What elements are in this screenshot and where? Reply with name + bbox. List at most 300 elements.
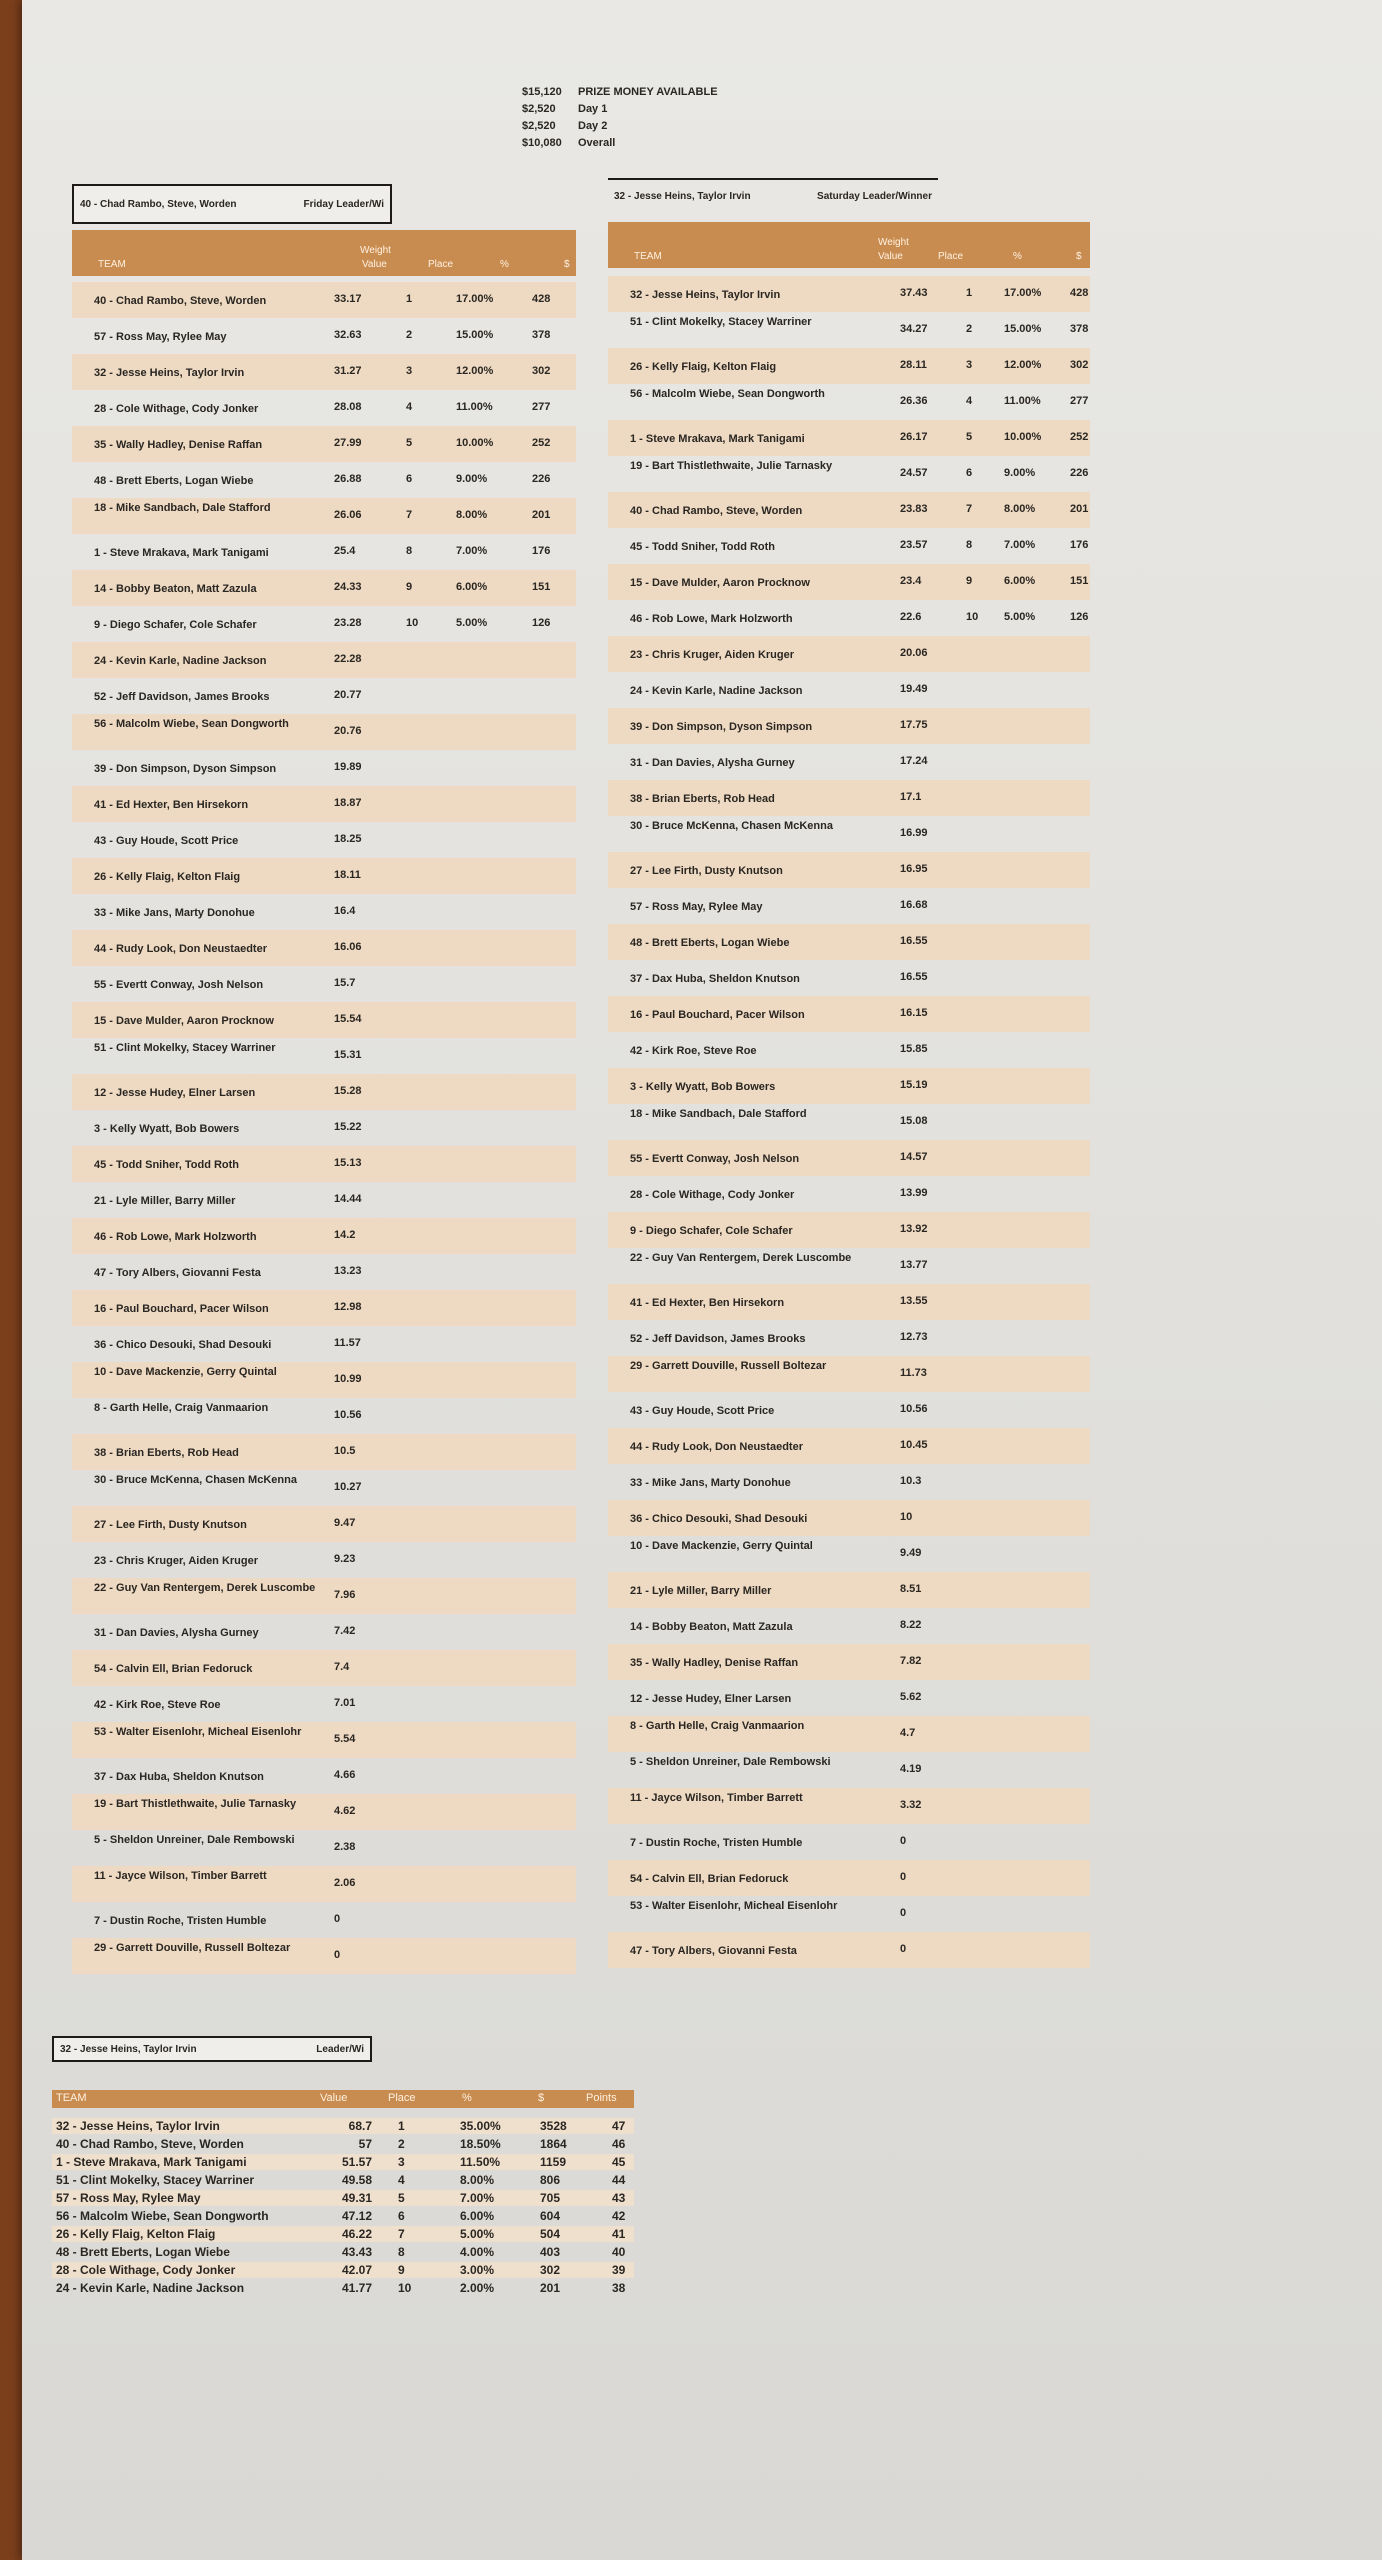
place-value: 3 — [398, 2155, 405, 2169]
saturday-leader-box — [608, 178, 938, 212]
team-name: 32 - Jesse Heins, Taylor Irvin — [94, 367, 245, 379]
points-value: 43 — [612, 2191, 626, 2205]
place-value: 1 — [966, 287, 973, 299]
place-value: 5 — [406, 437, 413, 449]
percent-value: 11.00% — [1004, 395, 1041, 407]
team-name: 27 - Lee Firth, Dusty Knutson — [94, 1519, 247, 1531]
prize-row — [522, 84, 718, 101]
percent-value: 15.00% — [1004, 323, 1042, 335]
team-name: 9 - Diego Schafer, Cole Schafer — [94, 619, 257, 631]
table-row — [72, 1938, 576, 1974]
table-row — [72, 1326, 576, 1362]
weight-value: 10.56 — [334, 1409, 362, 1421]
team-name: 10 - Dave Mackenzie, Gerry Quintal — [94, 1366, 277, 1378]
table-row — [72, 1902, 576, 1938]
place-value: 8 — [398, 2245, 405, 2259]
team-name: 35 - Wally Hadley, Denise Raffan — [94, 439, 263, 451]
team-name: 3 - Kelly Wyatt, Bob Bowers — [94, 1123, 240, 1135]
percent-value: 9.00% — [1004, 467, 1036, 479]
table-row — [608, 744, 1090, 780]
prize-row — [522, 135, 718, 152]
team-name: 1 - Steve Mrakava, Mark Tanigami — [94, 547, 269, 559]
team-name: 36 - Chico Desouki, Shad Desouki — [630, 1513, 808, 1525]
table-row — [608, 492, 1090, 528]
team-name: 27 - Lee Firth, Dusty Knutson — [630, 865, 783, 877]
table-row — [72, 1506, 576, 1542]
money-value: 201 — [540, 2281, 561, 2295]
percent-value: 6.00% — [460, 2209, 495, 2223]
team-name: 55 - Evertt Conway, Josh Nelson — [94, 979, 264, 991]
percent-value: 4.00% — [460, 2245, 495, 2259]
weight-value: 17.75 — [900, 719, 928, 731]
weight-value: 24.33 — [334, 581, 362, 593]
team-name: 24 - Kevin Karle, Nadine Jackson — [94, 655, 267, 667]
team-name: 14 - Bobby Beaton, Matt Zazula — [94, 583, 257, 595]
table-row — [72, 786, 576, 822]
table-row — [72, 930, 576, 966]
table-row — [608, 1032, 1090, 1068]
table-row — [608, 1788, 1090, 1824]
weight-value: 13.55 — [900, 1295, 928, 1307]
weight-value: 10.45 — [900, 1439, 928, 1451]
table-row — [72, 822, 576, 858]
table-row — [608, 564, 1090, 600]
team-name: 12 - Jesse Hudey, Elner Larsen — [94, 1087, 256, 1099]
team-name: 24 - Kevin Karle, Nadine Jackson — [56, 2281, 245, 2295]
points-value: 42 — [612, 2209, 626, 2223]
weight-value: 22.28 — [334, 653, 362, 665]
weight-value: 27.99 — [334, 437, 362, 449]
team-name: 29 - Garrett Douville, Russell Boltezar — [630, 1360, 827, 1372]
weight-value: 17.24 — [900, 755, 928, 767]
weight-value: 4.7 — [900, 1727, 916, 1739]
table-row — [608, 1068, 1090, 1104]
percent-value: 7.00% — [1004, 539, 1036, 551]
header-value: Value — [878, 251, 903, 262]
team-name: 21 - Lyle Miller, Barry Miller — [630, 1585, 772, 1597]
header-team: TEAM — [634, 251, 662, 262]
weight-value: 20.77 — [334, 689, 362, 701]
team-name: 32 - Jesse Heins, Taylor Irvin — [56, 2119, 220, 2133]
prize-money-block — [522, 84, 718, 152]
team-name: 44 - Rudy Look, Don Neustaedter — [630, 1441, 803, 1453]
friday-leader-label: Friday Leader/Wi — [303, 198, 384, 210]
table-row — [608, 1608, 1090, 1644]
team-name: 7 - Dustin Roche, Tristen Humble — [630, 1837, 803, 1849]
header-money: $ — [1076, 251, 1082, 262]
header-money: $ — [564, 259, 570, 270]
team-name: 14 - Bobby Beaton, Matt Zazula — [630, 1621, 793, 1633]
team-name: 29 - Garrett Douville, Russell Boltezar — [94, 1942, 291, 1954]
team-name: 18 - Mike Sandbach, Dale Stafford — [94, 502, 271, 514]
place-value: 3 — [406, 365, 413, 377]
table-row — [608, 780, 1090, 816]
friday-leader-box — [72, 184, 392, 224]
team-name: 15 - Dave Mulder, Aaron Procknow — [630, 577, 810, 589]
weight-value: 7.96 — [334, 1589, 356, 1601]
place-value: 5 — [966, 431, 973, 443]
table-row — [608, 996, 1090, 1032]
table-row — [72, 1398, 576, 1434]
team-name: 38 - Brian Eberts, Rob Head — [94, 1447, 239, 1459]
header-money: $ — [538, 2092, 545, 2104]
weight-value: 5.54 — [334, 1733, 356, 1745]
team-name: 52 - Jeff Davidson, James Brooks — [94, 691, 270, 703]
table-row — [608, 1176, 1090, 1212]
weight-value: 26.17 — [900, 431, 928, 443]
money-value: 201 — [532, 509, 551, 521]
table-row — [72, 1254, 576, 1290]
table-row — [608, 1248, 1090, 1284]
team-name: 44 - Rudy Look, Don Neustaedter — [94, 943, 267, 955]
team-name: 21 - Lyle Miller, Barry Miller — [94, 1195, 236, 1207]
money-value: 201 — [1070, 503, 1089, 515]
weight-value: 28.08 — [334, 401, 362, 413]
table-row — [52, 2190, 634, 2206]
weight-value: 22.6 — [900, 611, 922, 623]
total-value: 42.07 — [341, 2263, 372, 2277]
table-row — [608, 1464, 1090, 1500]
place-value: 9 — [398, 2263, 405, 2277]
table-row — [72, 642, 576, 678]
header-value: Value — [320, 2092, 348, 2104]
weight-value: 16.68 — [900, 899, 928, 911]
team-name: 10 - Dave Mackenzie, Gerry Quintal — [630, 1540, 813, 1552]
overall-leader-label: Leader/Wi — [316, 2043, 364, 2055]
prize-label: Day 2 — [578, 120, 608, 132]
weight-value: 10 — [900, 1511, 913, 1523]
team-name: 48 - Brett Eberts, Logan Wiebe — [56, 2245, 230, 2259]
team-name: 57 - Ross May, Rylee May — [56, 2191, 201, 2205]
friday-leader-team: 40 - Chad Rambo, Steve, Worden — [80, 198, 237, 210]
team-name: 11 - Jayce Wilson, Timber Barrett — [94, 1870, 267, 1882]
weight-value: 11.57 — [334, 1337, 361, 1349]
points-value: 47 — [612, 2119, 626, 2133]
team-name: 53 - Walter Eisenlohr, Micheal Eisenlohr — [94, 1726, 302, 1738]
table-row — [72, 1650, 576, 1686]
table-row — [608, 924, 1090, 960]
table-row — [608, 1752, 1090, 1788]
total-value: 49.31 — [341, 2191, 372, 2205]
team-name: 37 - Dax Huba, Sheldon Knutson — [630, 973, 800, 985]
table-row — [608, 1392, 1090, 1428]
header-place: Place — [428, 259, 454, 270]
weight-value: 7.42 — [334, 1625, 356, 1637]
weight-value: 18.11 — [334, 869, 361, 881]
weight-value: 15.54 — [334, 1013, 362, 1025]
team-name: 33 - Mike Jans, Marty Donohue — [94, 907, 255, 919]
table-row — [52, 2172, 634, 2188]
table-row — [608, 1680, 1090, 1716]
weight-value: 16.4 — [334, 905, 356, 917]
percent-value: 5.00% — [456, 617, 488, 629]
table-row — [72, 570, 576, 606]
weight-value: 0 — [900, 1943, 907, 1955]
header-value: Value — [362, 259, 387, 270]
team-name: 55 - Evertt Conway, Josh Nelson — [630, 1153, 800, 1165]
table-row — [72, 1110, 576, 1146]
weight-value: 14.44 — [334, 1193, 362, 1205]
weight-value: 15.7 — [334, 977, 356, 989]
total-value: 68.7 — [348, 2119, 372, 2133]
weight-value: 26.06 — [334, 509, 362, 521]
weight-value: 3.32 — [900, 1799, 922, 1811]
table-row — [608, 420, 1090, 456]
prize-row — [522, 101, 718, 118]
table-row — [72, 1218, 576, 1254]
weight-value: 20.06 — [900, 647, 928, 659]
table-row — [608, 816, 1090, 852]
table-row — [72, 678, 576, 714]
team-name: 15 - Dave Mulder, Aaron Procknow — [94, 1015, 274, 1027]
total-value: 51.57 — [341, 2155, 372, 2169]
team-name: 54 - Calvin Ell, Brian Fedoruck — [630, 1873, 789, 1885]
points-value: 38 — [612, 2281, 626, 2295]
table-row — [72, 1362, 576, 1398]
weight-value: 24.57 — [900, 467, 928, 479]
weight-value: 18.87 — [334, 797, 362, 809]
table-row — [608, 1536, 1090, 1572]
weight-value: 0 — [334, 1949, 341, 1961]
total-value: 47.12 — [341, 2209, 372, 2223]
table-row — [52, 2226, 634, 2242]
team-name: 31 - Dan Davies, Alysha Gurney — [630, 757, 795, 769]
table-row — [608, 1860, 1090, 1896]
weight-value: 4.19 — [900, 1763, 922, 1775]
points-value: 41 — [612, 2227, 626, 2241]
points-value: 46 — [612, 2137, 626, 2151]
team-name: 46 - Rob Lowe, Mark Holzworth — [630, 613, 793, 625]
prize-label: Day 1 — [578, 103, 608, 115]
weight-value: 0 — [900, 1907, 907, 1919]
place-value: 1 — [398, 2119, 405, 2133]
table-row — [72, 714, 576, 750]
total-value: 57 — [358, 2137, 372, 2151]
percent-value: 2.00% — [460, 2281, 495, 2295]
place-value: 6 — [966, 467, 973, 479]
header-weight: Weight — [360, 245, 391, 256]
table-row — [72, 1578, 576, 1614]
paper-sheet — [22, 0, 1382, 2560]
team-name: 5 - Sheldon Unreiner, Dale Rembowski — [94, 1834, 295, 1846]
money-value: 378 — [532, 329, 551, 341]
team-name: 38 - Brian Eberts, Rob Head — [630, 793, 775, 805]
table-row — [608, 672, 1090, 708]
percent-value: 11.50% — [460, 2155, 501, 2169]
table-row — [52, 2136, 634, 2152]
weight-value: 26.36 — [900, 395, 928, 407]
weight-value: 10.3 — [900, 1475, 922, 1487]
team-name: 7 - Dustin Roche, Tristen Humble — [94, 1915, 267, 1927]
table-row — [72, 966, 576, 1002]
weight-value: 7.4 — [334, 1661, 350, 1673]
team-name: 56 - Malcolm Wiebe, Sean Dongworth — [630, 388, 825, 400]
team-name: 51 - Clint Mokelky, Stacey Warriner — [56, 2173, 255, 2187]
weight-value: 23.57 — [900, 539, 928, 551]
team-name: 35 - Wally Hadley, Denise Raffan — [630, 1657, 799, 1669]
team-name: 16 - Paul Bouchard, Pacer Wilson — [630, 1009, 805, 1021]
weight-value: 4.66 — [334, 1769, 356, 1781]
team-name: 48 - Brett Eberts, Logan Wiebe — [94, 475, 254, 487]
weight-value: 28.11 — [900, 359, 927, 371]
table-row — [72, 1758, 576, 1794]
table-row — [608, 1716, 1090, 1752]
weight-value: 13.23 — [334, 1265, 362, 1277]
table-row — [72, 1146, 576, 1182]
overall-leader-box — [52, 2036, 372, 2062]
percent-value: 7.00% — [456, 545, 488, 557]
money-value: 226 — [532, 473, 551, 485]
money-value: 176 — [532, 545, 551, 557]
table-row — [608, 708, 1090, 744]
table-row — [52, 2244, 634, 2260]
team-name: 43 - Guy Houde, Scott Price — [630, 1405, 775, 1417]
money-value: 226 — [1070, 467, 1089, 479]
place-value: 10 — [406, 617, 419, 629]
weight-value: 15.19 — [900, 1079, 928, 1091]
team-name: 9 - Diego Schafer, Cole Schafer — [630, 1225, 793, 1237]
table-row — [72, 1830, 576, 1866]
team-name: 57 - Ross May, Rylee May — [630, 901, 763, 913]
weight-value: 5.62 — [900, 1691, 922, 1703]
money-value: 3528 — [540, 2119, 567, 2133]
weight-value: 4.62 — [334, 1805, 356, 1817]
table-row — [608, 1356, 1090, 1392]
table-row — [608, 1896, 1090, 1932]
table-row — [72, 426, 576, 462]
points-value: 45 — [612, 2155, 626, 2169]
weight-value: 12.73 — [900, 1331, 928, 1343]
weight-value: 15.31 — [334, 1049, 362, 1061]
team-name: 24 - Kevin Karle, Nadine Jackson — [630, 685, 803, 697]
place-value: 9 — [406, 581, 413, 593]
team-name: 56 - Malcolm Wiebe, Sean Dongworth — [56, 2209, 269, 2223]
team-name: 16 - Paul Bouchard, Pacer Wilson — [94, 1303, 269, 1315]
percent-value: 12.00% — [1004, 359, 1042, 371]
team-name: 28 - Cole Withage, Cody Jonker — [56, 2263, 236, 2277]
team-name: 26 - Kelly Flaig, Kelton Flaig — [94, 871, 241, 883]
place-value: 2 — [398, 2137, 405, 2151]
percent-value: 5.00% — [460, 2227, 495, 2241]
weight-value: 23.83 — [900, 503, 928, 515]
total-value: 43.43 — [341, 2245, 372, 2259]
table-row — [72, 1614, 576, 1650]
overall-table-header — [52, 2090, 634, 2108]
percent-value: 8.00% — [456, 509, 488, 521]
money-value: 428 — [1070, 287, 1089, 299]
money-value: 252 — [532, 437, 551, 449]
weight-value: 33.17 — [334, 293, 362, 305]
weight-value: 8.22 — [900, 1619, 922, 1631]
team-name: 39 - Don Simpson, Dyson Simpson — [630, 721, 813, 733]
weight-value: 10.99 — [334, 1373, 362, 1385]
table-row — [72, 282, 576, 318]
weight-value: 16.95 — [900, 863, 928, 875]
weight-value: 0 — [900, 1835, 907, 1847]
table-row — [608, 1644, 1090, 1680]
weight-value: 19.49 — [900, 683, 928, 695]
team-name: 43 - Guy Houde, Scott Price — [94, 835, 239, 847]
place-value: 5 — [398, 2191, 405, 2205]
header-pct: % — [500, 259, 509, 270]
place-value: 7 — [398, 2227, 405, 2241]
table-row — [608, 1284, 1090, 1320]
weight-value: 23.4 — [900, 575, 922, 587]
percent-value: 6.00% — [1004, 575, 1036, 587]
weight-value: 10.5 — [334, 1445, 356, 1457]
table-row — [608, 1428, 1090, 1464]
table-row — [608, 960, 1090, 996]
percent-value: 6.00% — [456, 581, 488, 593]
team-name: 30 - Bruce McKenna, Chasen McKenna — [94, 1474, 297, 1486]
weight-value: 9.47 — [334, 1517, 356, 1529]
percent-value: 17.00% — [456, 293, 494, 305]
place-value: 9 — [966, 575, 973, 587]
team-name: 48 - Brett Eberts, Logan Wiebe — [630, 937, 790, 949]
place-value: 2 — [406, 329, 413, 341]
table-row — [52, 2262, 634, 2278]
weight-value: 12.98 — [334, 1301, 362, 1313]
prize-label: Overall — [578, 137, 616, 149]
weight-value: 13.99 — [900, 1187, 928, 1199]
weight-value: 9.23 — [334, 1553, 356, 1565]
money-value: 1864 — [540, 2137, 567, 2151]
place-value: 8 — [966, 539, 973, 551]
place-value: 2 — [966, 323, 973, 335]
table-row — [72, 1002, 576, 1038]
team-name: 42 - Kirk Roe, Steve Roe — [630, 1045, 757, 1057]
team-name: 18 - Mike Sandbach, Dale Stafford — [630, 1108, 807, 1120]
money-value: 302 — [1070, 359, 1089, 371]
table-row — [608, 1824, 1090, 1860]
percent-value: 7.00% — [460, 2191, 495, 2205]
team-name: 41 - Ed Hexter, Ben Hirsekorn — [630, 1297, 785, 1309]
prize-amount: $15,120 — [522, 86, 562, 98]
team-name: 8 - Garth Helle, Craig Vanmaarion — [94, 1402, 269, 1414]
weight-value: 18.25 — [334, 833, 362, 845]
table-row — [72, 498, 576, 534]
prize-label: PRIZE MONEY AVAILABLE — [578, 86, 718, 98]
money-value: 126 — [1070, 611, 1089, 623]
team-name: 40 - Chad Rambo, Steve, Worden — [630, 505, 803, 517]
table-row — [52, 2280, 634, 2296]
team-name: 23 - Chris Kruger, Aiden Kruger — [630, 649, 795, 661]
weight-value: 16.15 — [900, 1007, 928, 1019]
weight-value: 16.06 — [334, 941, 362, 953]
place-value: 8 — [406, 545, 413, 557]
weight-value: 10.27 — [334, 1481, 362, 1493]
team-name: 47 - Tory Albers, Giovanni Festa — [94, 1267, 261, 1279]
weight-value: 9.49 — [900, 1547, 922, 1559]
team-name: 5 - Sheldon Unreiner, Dale Rembowski — [630, 1756, 831, 1768]
weight-value: 0 — [900, 1871, 907, 1883]
money-value: 1159 — [540, 2155, 567, 2169]
team-name: 31 - Dan Davies, Alysha Gurney — [94, 1627, 259, 1639]
percent-value: 10.00% — [456, 437, 494, 449]
weight-value: 8.51 — [900, 1583, 922, 1595]
percent-value: 12.00% — [456, 365, 494, 377]
table-row — [72, 606, 576, 642]
money-value: 277 — [1070, 395, 1089, 407]
team-name: 47 - Tory Albers, Giovanni Festa — [630, 1945, 797, 1957]
money-value: 378 — [1070, 323, 1089, 335]
money-value: 428 — [532, 293, 551, 305]
prize-row — [522, 118, 718, 135]
header-points: Points — [586, 2092, 617, 2104]
weight-value: 11.73 — [900, 1367, 927, 1379]
team-name: 39 - Don Simpson, Dyson Simpson — [94, 763, 277, 775]
team-name: 51 - Clint Mokelky, Stacey Warriner — [630, 316, 812, 328]
